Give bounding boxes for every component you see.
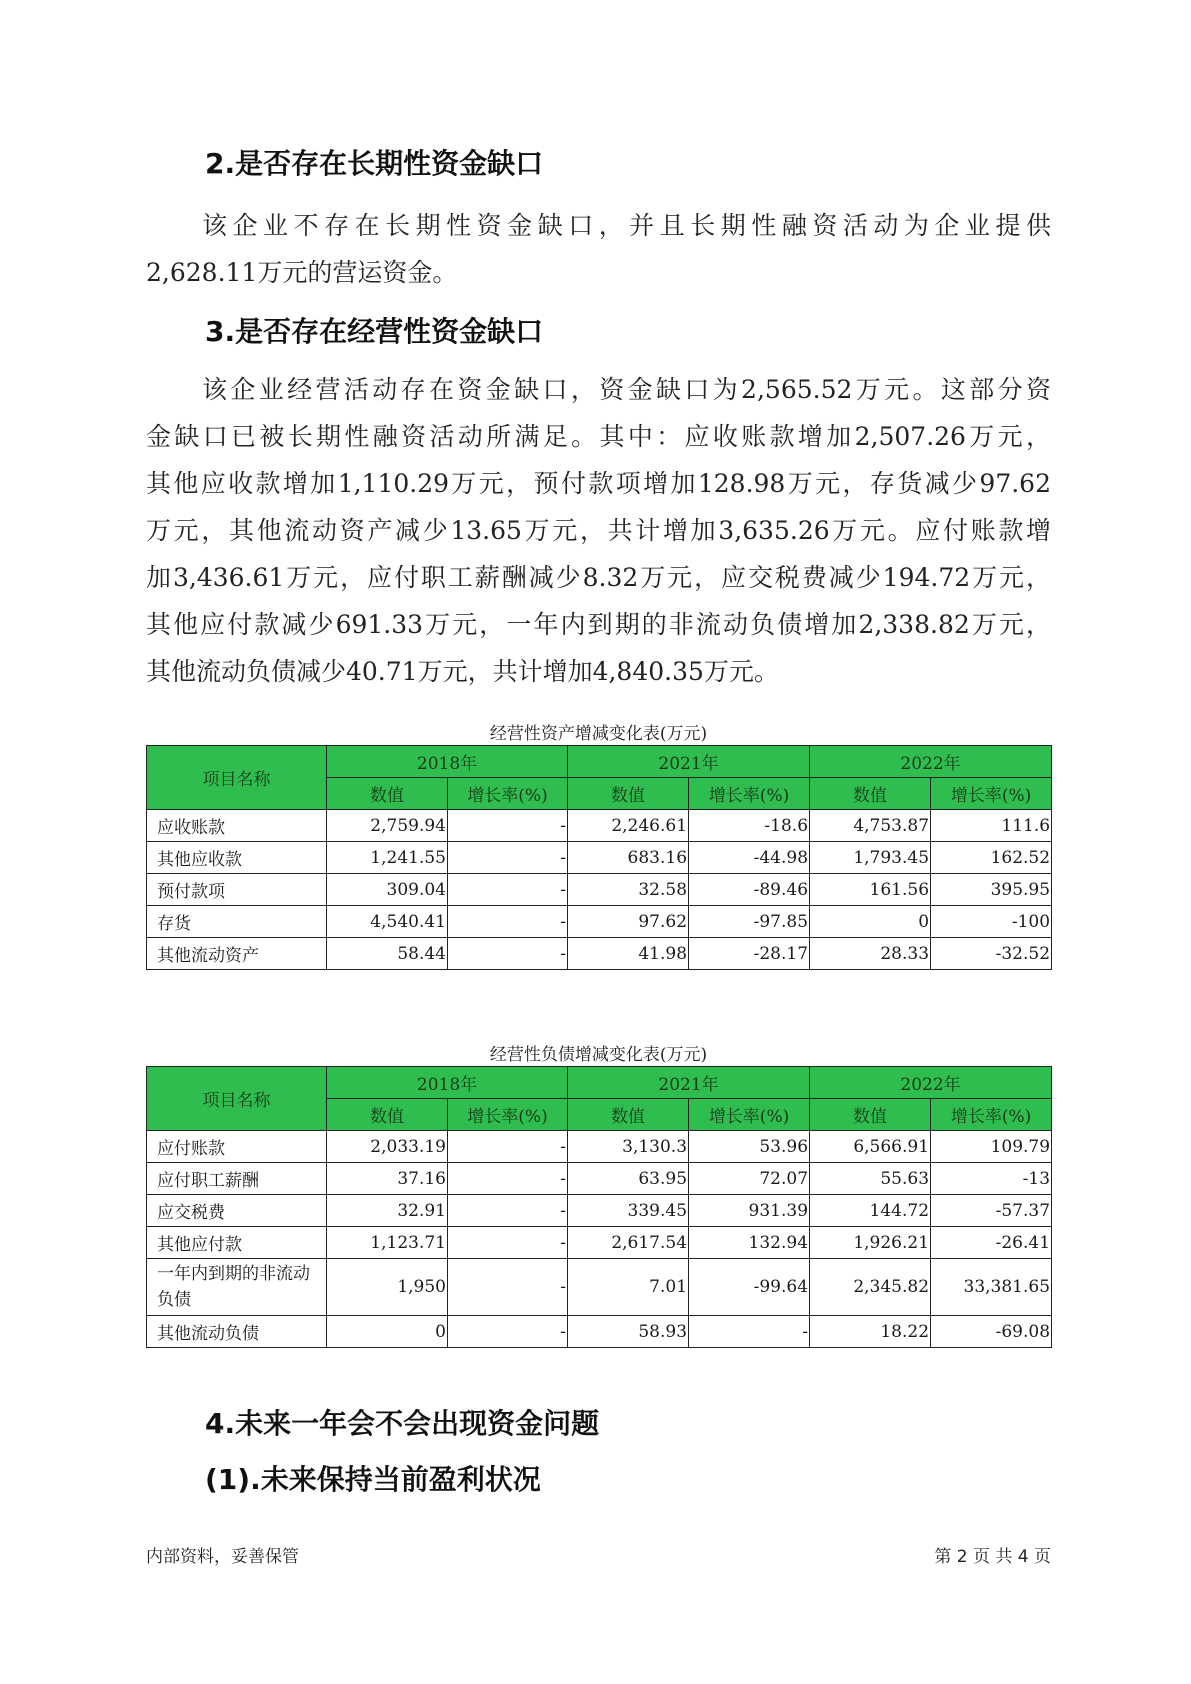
growth-rate-cell: -18.6 bbox=[689, 810, 810, 842]
header-growth-rate: 增长率(%) bbox=[931, 1099, 1052, 1131]
header-year-2018: 2018年 bbox=[327, 1067, 568, 1099]
value-cell: 37.16 bbox=[327, 1163, 448, 1195]
item-name-cell: 预付款项 bbox=[147, 874, 327, 906]
header-value: 数值 bbox=[810, 778, 931, 810]
value-cell: 58.93 bbox=[568, 1316, 689, 1348]
table-row bbox=[147, 874, 1052, 906]
paragraph-line: 该企业经营活动存在资金缺口，资金缺口为2,565.52万元。这部分资 bbox=[202, 375, 1051, 404]
header-value: 数值 bbox=[568, 1099, 689, 1131]
growth-rate-cell: - bbox=[448, 1195, 568, 1227]
value-cell: 55.63 bbox=[810, 1163, 931, 1195]
value-cell: 1,926.21 bbox=[810, 1227, 931, 1259]
value-cell: 309.04 bbox=[327, 874, 448, 906]
value-cell: 1,793.45 bbox=[810, 842, 931, 874]
paragraph-line: 加3,436.61万元，应付职工薪酬减少8.32万元，应交税费减少194.72万元， bbox=[146, 563, 1051, 592]
growth-rate-cell: - bbox=[448, 1163, 568, 1195]
growth-rate-cell: 111.6 bbox=[931, 810, 1052, 842]
value-cell: 2,246.61 bbox=[568, 810, 689, 842]
header-year-2022: 2022年 bbox=[810, 746, 1052, 778]
value-cell: 97.62 bbox=[568, 906, 689, 938]
section-3-paragraph bbox=[146, 366, 1051, 695]
value-cell: 58.44 bbox=[327, 938, 448, 970]
value-cell: 0 bbox=[327, 1316, 448, 1348]
value-cell: 4,753.87 bbox=[810, 810, 931, 842]
value-cell: 339.45 bbox=[568, 1195, 689, 1227]
header-value: 数值 bbox=[568, 778, 689, 810]
growth-rate-cell: - bbox=[448, 810, 568, 842]
value-cell: 63.95 bbox=[568, 1163, 689, 1195]
growth-rate-cell: - bbox=[689, 1316, 810, 1348]
table-row bbox=[147, 1131, 1052, 1163]
header-year-2021: 2021年 bbox=[568, 746, 810, 778]
header-growth-rate: 增长率(%) bbox=[689, 778, 810, 810]
paragraph-line: 其他应收款增加1,110.29万元，预付款项增加128.98万元，存货减少97.62 bbox=[146, 469, 1051, 498]
header-year-2018: 2018年 bbox=[327, 746, 568, 778]
growth-rate-cell: -32.52 bbox=[931, 938, 1052, 970]
section-4-title: 4.未来一年会不会出现资金问题 bbox=[205, 1407, 600, 1440]
value-cell: 1,123.71 bbox=[327, 1227, 448, 1259]
table-row bbox=[147, 906, 1052, 938]
value-cell: 32.91 bbox=[327, 1195, 448, 1227]
growth-rate-cell: -69.08 bbox=[931, 1316, 1052, 1348]
growth-rate-cell: - bbox=[448, 1259, 568, 1316]
item-name-cell: 其他流动资产 bbox=[147, 938, 327, 970]
value-cell: 161.56 bbox=[810, 874, 931, 906]
value-cell: 144.72 bbox=[810, 1195, 931, 1227]
table-row bbox=[147, 1259, 1052, 1316]
growth-rate-cell: -26.41 bbox=[931, 1227, 1052, 1259]
value-cell: 7.01 bbox=[568, 1259, 689, 1316]
paragraph-line: 万元，其他流动资产减少13.65万元，共计增加3,635.26万元。应付账款增 bbox=[146, 516, 1051, 545]
growth-rate-cell: 132.94 bbox=[689, 1227, 810, 1259]
growth-rate-cell: -97.85 bbox=[689, 906, 810, 938]
growth-rate-cell: -28.17 bbox=[689, 938, 810, 970]
item-name-cell: 应付职工薪酬 bbox=[147, 1163, 327, 1195]
header-item-name: 项目名称 bbox=[147, 746, 327, 810]
growth-rate-cell: 53.96 bbox=[689, 1131, 810, 1163]
value-cell: 1,950 bbox=[327, 1259, 448, 1316]
table-row bbox=[147, 1316, 1052, 1348]
table-row bbox=[147, 938, 1052, 970]
item-name-cell: 应交税费 bbox=[147, 1195, 327, 1227]
value-cell: 2,617.54 bbox=[568, 1227, 689, 1259]
value-cell: 32.58 bbox=[568, 874, 689, 906]
growth-rate-cell: - bbox=[448, 1227, 568, 1259]
liabilities-table bbox=[146, 1066, 1052, 1348]
item-name-cell: 存货 bbox=[147, 906, 327, 938]
item-name-cell: 应付账款 bbox=[147, 1131, 327, 1163]
item-name-cell: 其他流动负债 bbox=[147, 1316, 327, 1348]
value-cell: 1,241.55 bbox=[327, 842, 448, 874]
header-year-2022: 2022年 bbox=[810, 1067, 1052, 1099]
header-growth-rate: 增长率(%) bbox=[448, 1099, 568, 1131]
value-cell: 683.16 bbox=[568, 842, 689, 874]
growth-rate-cell: 72.07 bbox=[689, 1163, 810, 1195]
item-name-cell: 其他应付款 bbox=[147, 1227, 327, 1259]
value-cell: 41.98 bbox=[568, 938, 689, 970]
growth-rate-cell: 931.39 bbox=[689, 1195, 810, 1227]
paragraph-line: 金缺口已被长期性融资活动所满足。其中：应收账款增加2,507.26万元， bbox=[146, 422, 1051, 451]
growth-rate-cell: - bbox=[448, 1316, 568, 1348]
growth-rate-cell: -89.46 bbox=[689, 874, 810, 906]
header-growth-rate: 增长率(%) bbox=[689, 1099, 810, 1131]
header-growth-rate: 增长率(%) bbox=[931, 778, 1052, 810]
footer-confidential: 内部资料，妥善保管 bbox=[146, 1547, 299, 1567]
header-value: 数值 bbox=[327, 778, 448, 810]
assets-table bbox=[146, 745, 1052, 970]
liabilities-table-caption: 经营性负债增减变化表(万元) bbox=[489, 1045, 708, 1065]
value-cell: 2,759.94 bbox=[327, 810, 448, 842]
value-cell: 18.22 bbox=[810, 1316, 931, 1348]
header-growth-rate: 增长率(%) bbox=[448, 778, 568, 810]
value-cell: 3,130.3 bbox=[568, 1131, 689, 1163]
header-value: 数值 bbox=[327, 1099, 448, 1131]
growth-rate-cell: 395.95 bbox=[931, 874, 1052, 906]
assets-table-caption: 经营性资产增减变化表(万元) bbox=[489, 724, 708, 744]
growth-rate-cell: -100 bbox=[931, 906, 1052, 938]
value-cell: 28.33 bbox=[810, 938, 931, 970]
growth-rate-cell: -57.37 bbox=[931, 1195, 1052, 1227]
section-2-paragraph bbox=[146, 202, 1051, 296]
table-row bbox=[147, 1195, 1052, 1227]
paragraph-line: 该企业不存在长期性资金缺口，并且长期性融资活动为企业提供 bbox=[202, 211, 1051, 240]
item-name-cell: 其他应收款 bbox=[147, 842, 327, 874]
growth-rate-cell: - bbox=[448, 906, 568, 938]
section-3-title: 3.是否存在经营性资金缺口 bbox=[205, 315, 544, 348]
section-2-title: 2.是否存在长期性资金缺口 bbox=[205, 147, 544, 180]
growth-rate-cell: - bbox=[448, 1131, 568, 1163]
table-row bbox=[147, 1163, 1052, 1195]
value-cell: 2,033.19 bbox=[327, 1131, 448, 1163]
value-cell: 2,345.82 bbox=[810, 1259, 931, 1316]
value-cell: 0 bbox=[810, 906, 931, 938]
item-name-cell: 应收账款 bbox=[147, 810, 327, 842]
paragraph-line: 其他流动负债减少40.71万元，共计增加4,840.35万元。 bbox=[146, 657, 779, 686]
paragraph-line: 2,628.11万元的营运资金。 bbox=[146, 258, 458, 287]
table-row bbox=[147, 810, 1052, 842]
growth-rate-cell: -44.98 bbox=[689, 842, 810, 874]
item-name-cell: 一年内到期的非流动负债 bbox=[147, 1259, 327, 1316]
table-row bbox=[147, 1227, 1052, 1259]
section-4-subtitle: (1).未来保持当前盈利状况 bbox=[205, 1463, 541, 1496]
growth-rate-cell: - bbox=[448, 842, 568, 874]
paragraph-line: 其他应付款减少691.33万元，一年内到期的非流动负债增加2,338.82万元， bbox=[146, 610, 1051, 639]
growth-rate-cell: - bbox=[448, 874, 568, 906]
value-cell: 4,540.41 bbox=[327, 906, 448, 938]
growth-rate-cell: - bbox=[448, 938, 568, 970]
growth-rate-cell: -99.64 bbox=[689, 1259, 810, 1316]
growth-rate-cell: 162.52 bbox=[931, 842, 1052, 874]
footer-page-number: 第 2 页 共 4 页 bbox=[934, 1547, 1051, 1567]
growth-rate-cell: 33,381.65 bbox=[931, 1259, 1052, 1316]
header-year-2021: 2021年 bbox=[568, 1067, 810, 1099]
value-cell: 6,566.91 bbox=[810, 1131, 931, 1163]
growth-rate-cell: -13 bbox=[931, 1163, 1052, 1195]
header-value: 数值 bbox=[810, 1099, 931, 1131]
growth-rate-cell: 109.79 bbox=[931, 1131, 1052, 1163]
table-row bbox=[147, 842, 1052, 874]
header-item-name: 项目名称 bbox=[147, 1067, 327, 1131]
